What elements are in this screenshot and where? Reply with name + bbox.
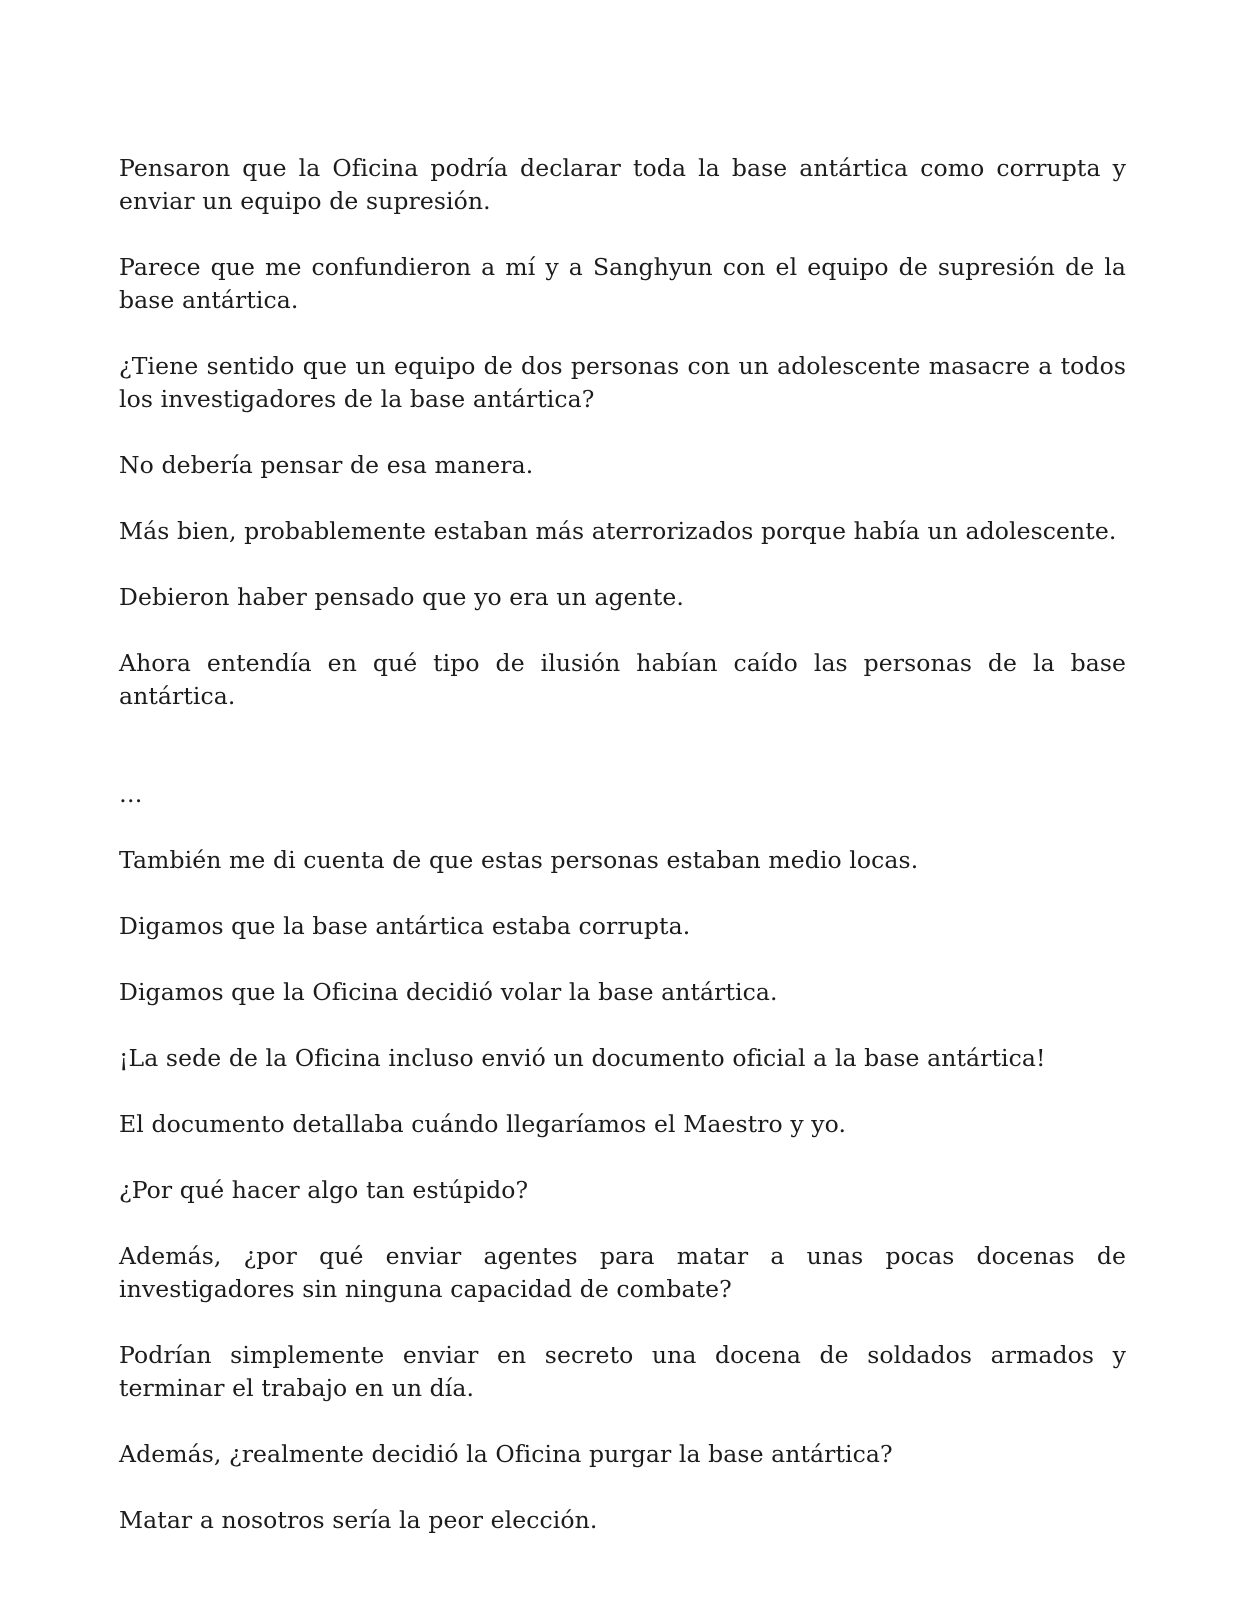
paragraph: ¿Tiene sentido que un equipo de dos personas con un adolescente masacre a todos los investigadores de la base antártica?: [119, 352, 1126, 413]
paragraph: Matar a nosotros sería la peor elección.: [119, 1506, 598, 1534]
paragraph: Digamos que la base antártica estaba corrupta.: [119, 912, 691, 940]
paragraph: El documento detallaba cuándo llegaríamos el Maestro y yo.: [119, 1110, 847, 1138]
paragraph: Más bien, probablemente estaban más aterrorizados porque había un adolescente.: [119, 517, 1117, 545]
paragraph: Podrían simplemente enviar en secreto una docena de soldados armados y terminar el trabajo en un día.: [119, 1341, 1126, 1402]
paragraph: También me di cuenta de que estas personas estaban medio locas.: [119, 846, 919, 874]
paragraph: ¿Por qué hacer algo tan estúpido?: [119, 1176, 529, 1204]
paragraph: Digamos que la Oficina decidió volar la base antártica.: [119, 978, 778, 1006]
document-body: [119, 152, 1126, 1570]
paragraph: No debería pensar de esa manera.: [119, 451, 534, 479]
paragraph: Ahora entendía en qué tipo de ilusión habían caído las personas de la base antártica.: [119, 649, 1126, 710]
paragraph: Parece que me confundieron a mí y a Sanghyun con el equipo de supresión de la base antártica.: [119, 253, 1126, 314]
section-break-ellipsis: …: [119, 780, 143, 808]
paragraph: Pensaron que la Oficina podría declarar toda la base antártica como corrupta y enviar un equipo de supresión.: [119, 154, 1126, 215]
paragraph: Además, ¿realmente decidió la Oficina purgar la base antártica?: [119, 1440, 893, 1468]
paragraph: Debieron haber pensado que yo era un agente.: [119, 583, 684, 611]
paragraph: ¡La sede de la Oficina incluso envió un documento oficial a la base antártica!: [119, 1044, 1046, 1072]
paragraph: Además, ¿por qué enviar agentes para matar a unas pocas docenas de investigadores sin ninguna capacidad de combate?: [119, 1242, 1126, 1303]
